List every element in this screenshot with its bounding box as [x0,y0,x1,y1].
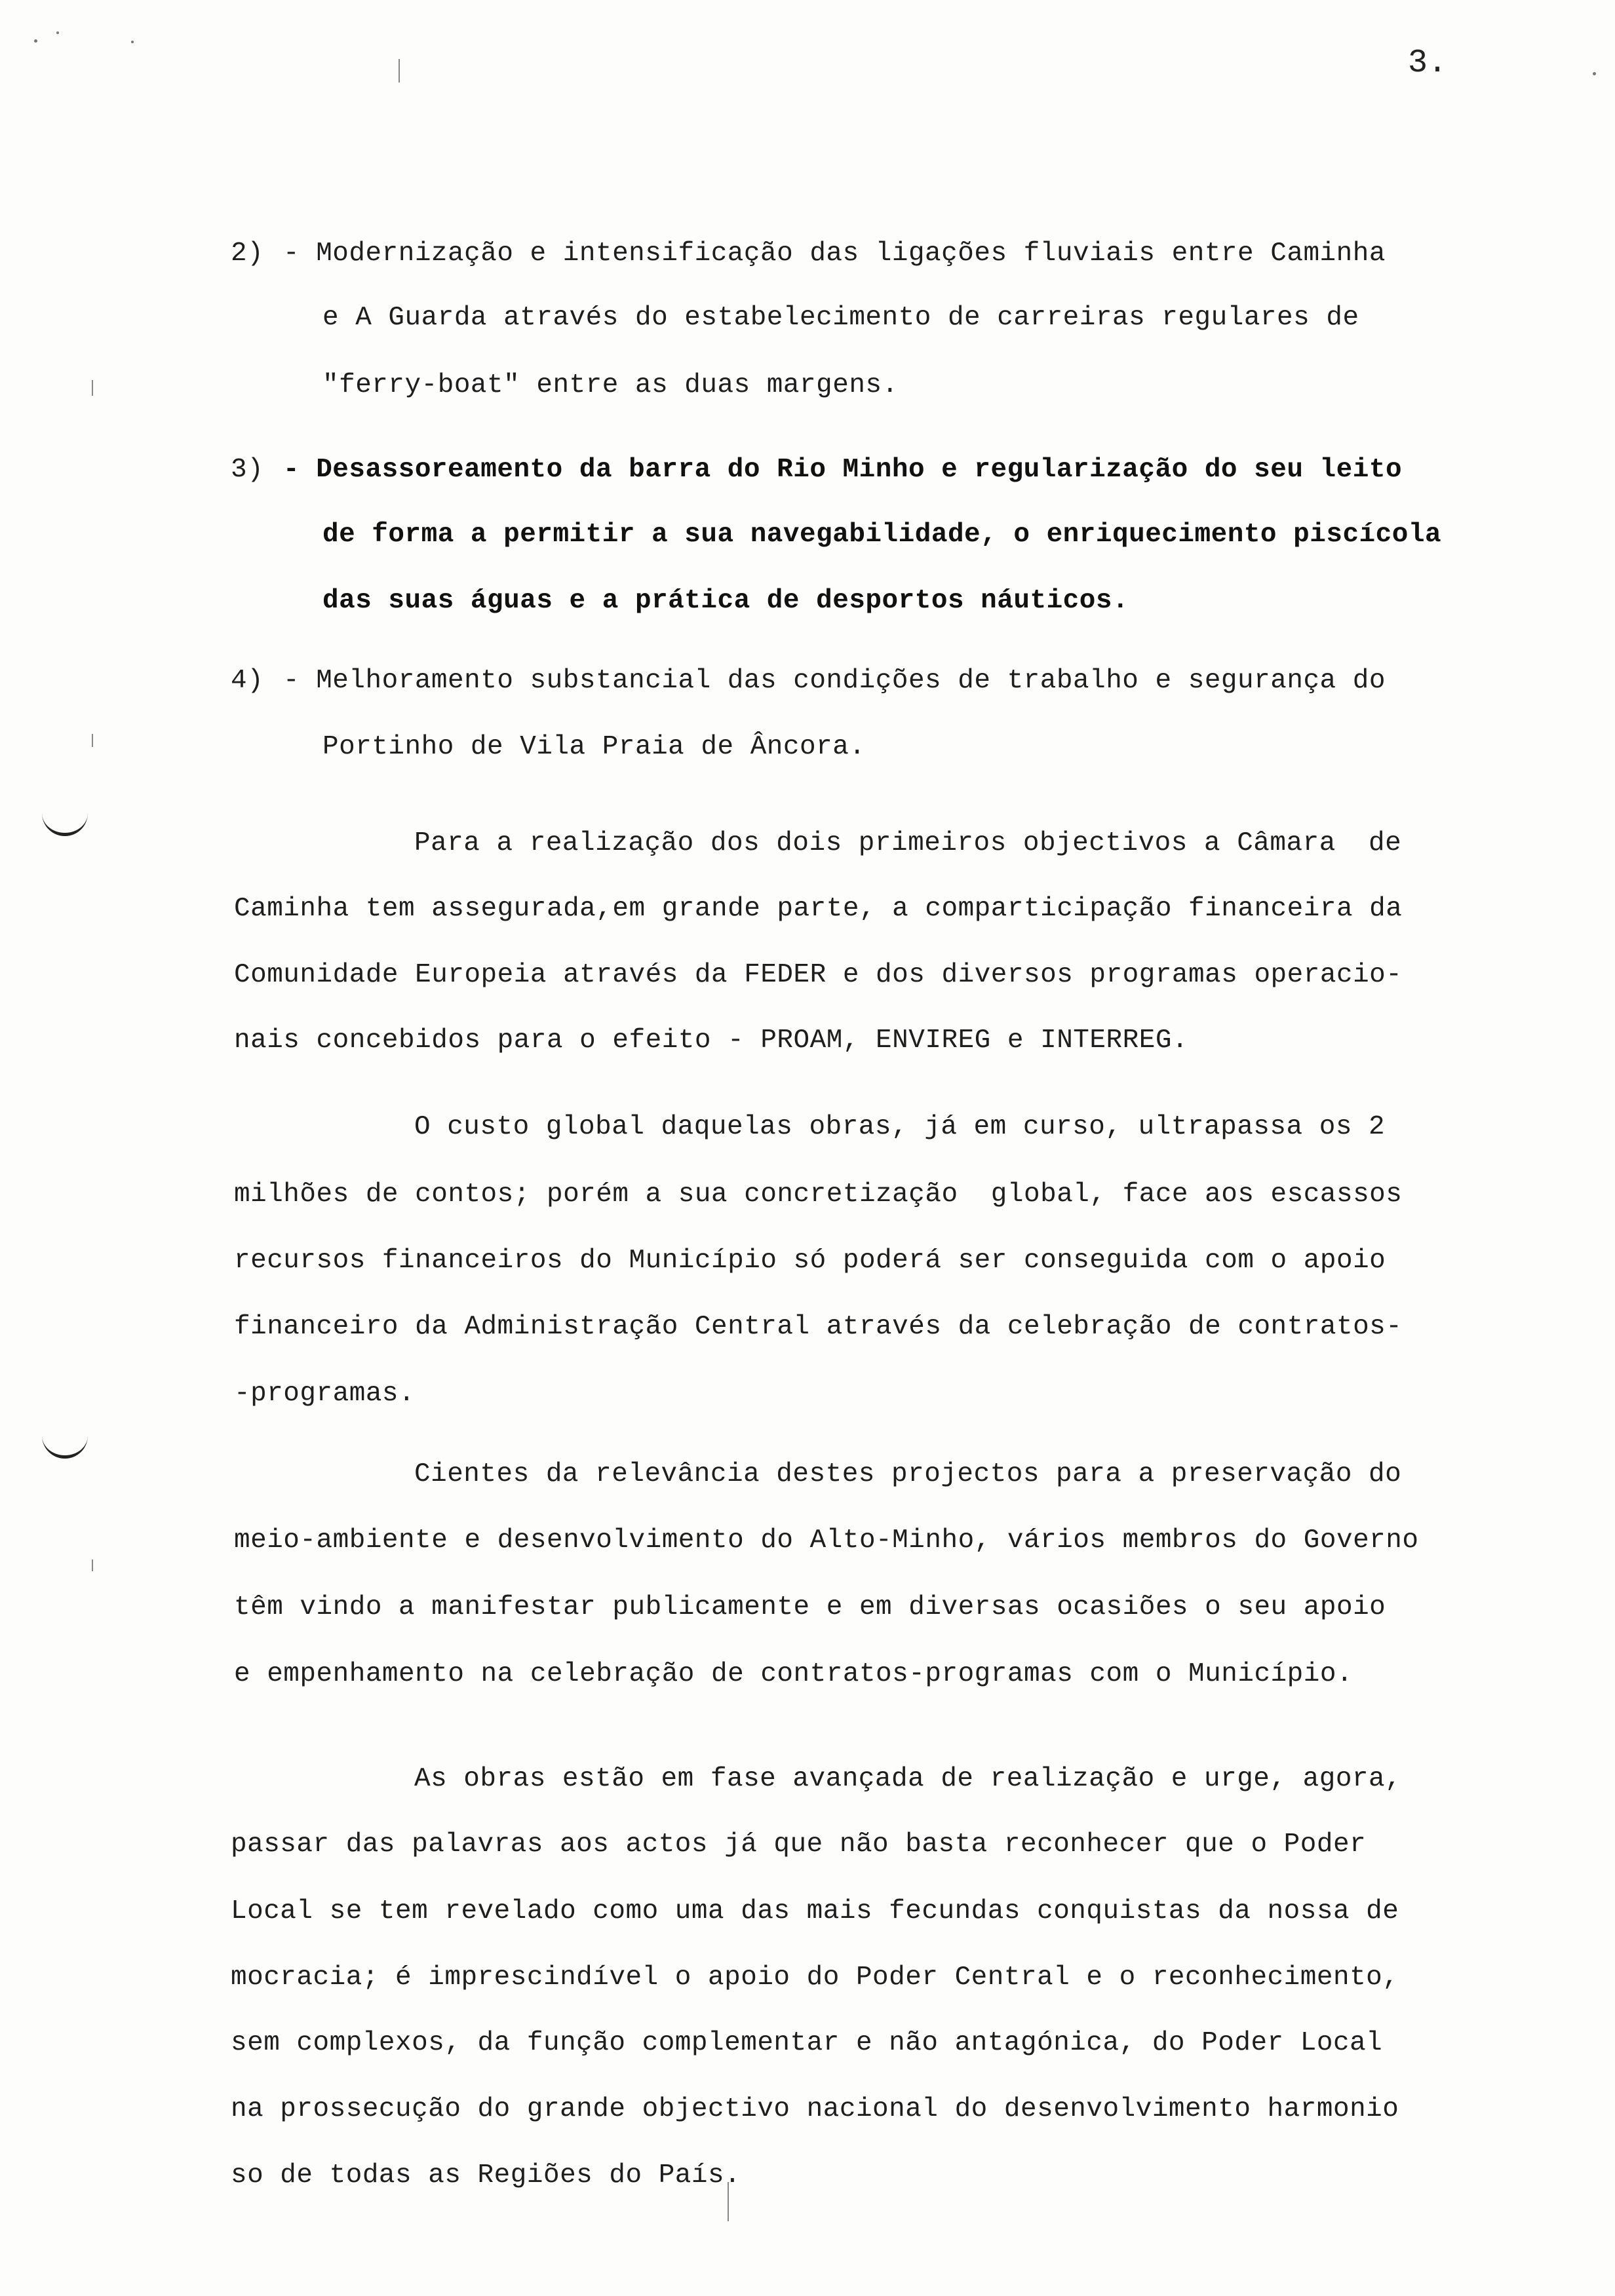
scan-mark [92,380,93,396]
scan-mark [92,1559,93,1571]
paragraph-line: e empenhamento na celebração de contratos-programas com o Município. [234,1659,1353,1689]
paragraph-line: nais concebidos para o efeito - PROAM, ENVIREG e INTERREG. [234,1025,1189,1056]
punch-hole-mark [42,1432,88,1459]
list-item-number: 2) [231,239,264,269]
paragraph-line: Para a realização dos dois primeiros objectivos a Câmara de [414,828,1402,858]
page-number: 3. [1408,45,1448,82]
paragraph-line: Comunidade Europeia através da FEDER e dos diversos programas operacio- [234,960,1403,990]
paragraph-line: mocracia; é imprescindível o apoio do Poder Central e o reconhecimento, [231,1962,1399,1993]
list-item-line: das suas águas e a prática de desportos náuticos. [322,586,1129,616]
scan-speck [131,41,134,43]
paragraph-line: têm vindo a manifestar publicamente e em diversas ocasiões o seu apoio [234,1592,1386,1622]
paragraph-line: recursos financeiros do Município só poderá ser conseguida com o apoio [234,1246,1386,1276]
scan-speck [34,39,37,43]
paragraph-line: milhões de contos; porém a sua concretização global, face aos escassos [234,1179,1403,1210]
scan-mark [92,734,93,747]
scan-mark [399,59,400,83]
scan-speck [56,31,59,34]
paragraph-line: so de todas as Regiões do País. [231,2160,741,2191]
scan-speck [1593,72,1596,75]
paragraph-line: Cientes da relevância destes projectos para a preservação do [414,1459,1402,1489]
list-item-line: Portinho de Vila Praia de Âncora. [322,732,866,762]
paragraph-line: sem complexos, da função complementar e não antagónica, do Poder Local [231,2028,1383,2058]
paragraph-line: passar das palavras aos actos já que não basta reconhecer que o Poder [231,1829,1367,1860]
paragraph-line: As obras estão em fase avançada de realização e urge, agora, [414,1764,1402,1794]
paragraph-line: meio-ambiente e desenvolvimento do Alto-Minho, vários membros do Governo [234,1525,1419,1556]
list-item-line: e A Guarda através do estabelecimento de carreiras regulares de [322,303,1359,333]
list-item-line: - Desassoreamento da barra do Rio Minho e regularização do seu leito [283,455,1403,485]
punch-hole-mark [42,809,88,836]
paragraph-line: na prossecução do grande objectivo nacional do desenvolvimento harmonio [231,2094,1399,2124]
list-item-line: - Modernização e intensificação das ligações fluviais entre Caminha [283,239,1386,269]
list-item-line: "ferry-boat" entre as duas margens. [322,370,899,400]
paragraph-line: O custo global daquelas obras, já em curso, ultrapassa os 2 [414,1112,1386,1142]
list-item-line: - Melhoramento substancial das condições de trabalho e segurança do [283,666,1386,696]
paragraph-line: Local se tem revelado como uma das mais fecundas conquistas da nossa de [231,1896,1399,1926]
paragraph-line: Caminha tem assegurada,em grande parte, a comparticipação financeira da [234,894,1403,924]
list-item-line: de forma a permitir a sua navegabilidade, o enriquecimento piscícola [322,520,1442,550]
paragraph-line: financeiro da Administração Central através da celebração de contratos- [234,1312,1403,1342]
list-item-number: 4) [231,666,264,696]
list-item-number: 3) [231,455,264,485]
paragraph-line: -programas. [234,1379,416,1409]
